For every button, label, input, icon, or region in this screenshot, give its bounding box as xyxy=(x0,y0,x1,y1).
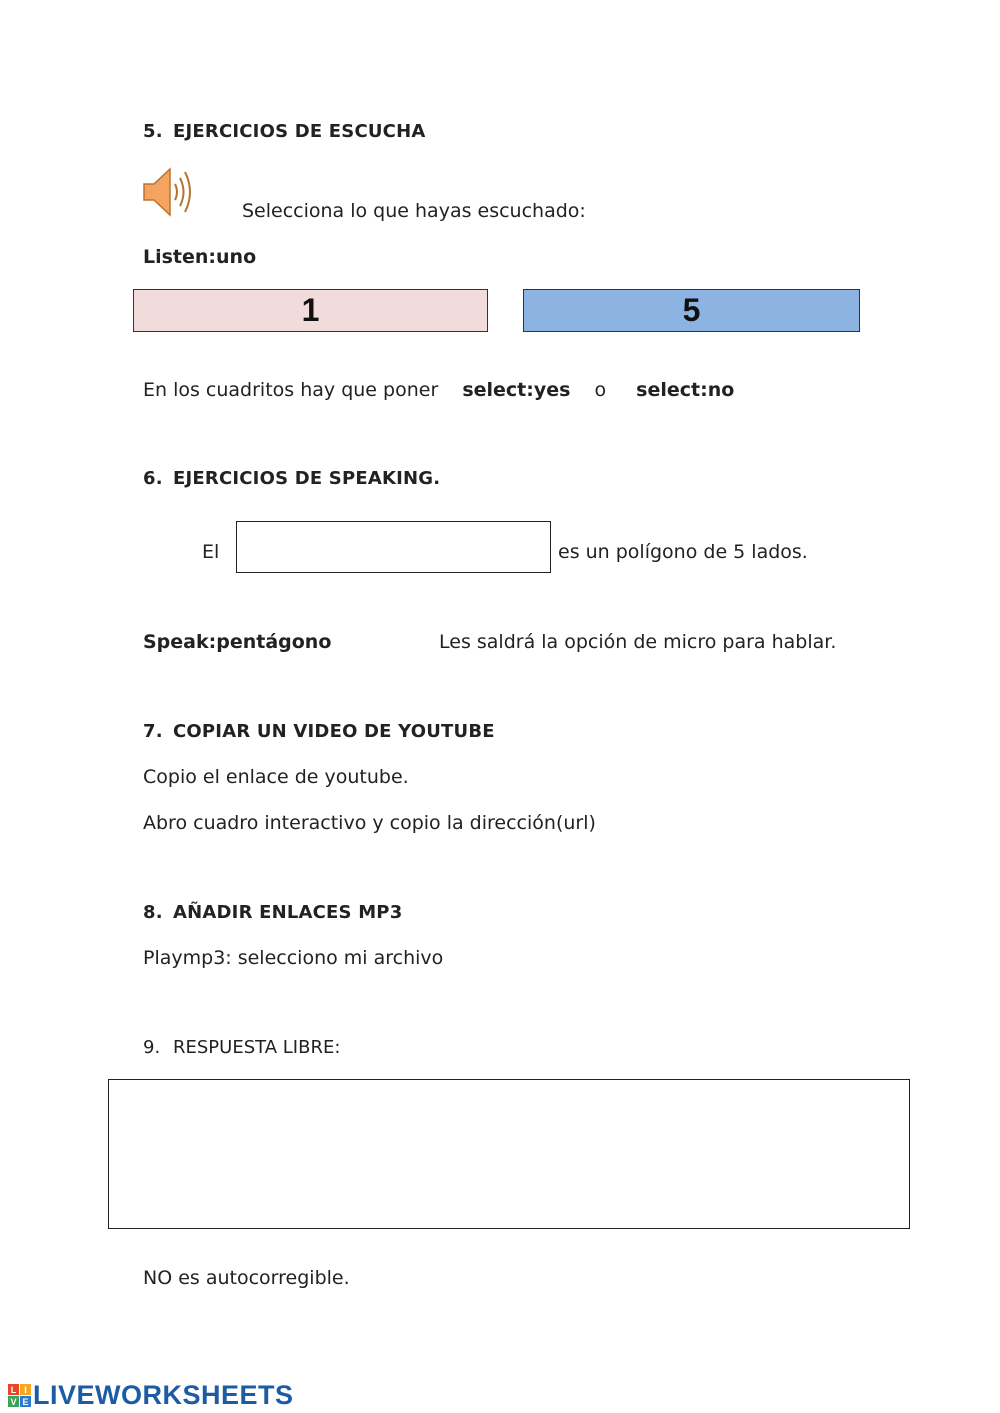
section-9-title: RESPUESTA LIBRE: xyxy=(173,1037,341,1058)
free-response-note: NO es autocorregible. xyxy=(143,1267,350,1289)
listen-code: Listen:uno xyxy=(143,246,257,268)
choice-box-5[interactable] xyxy=(523,289,860,332)
liveworksheets-logo[interactable] xyxy=(8,1380,294,1411)
section-6-heading xyxy=(143,468,440,489)
section-8-heading xyxy=(143,902,402,923)
sentence-end: es un polígono de 5 lados. xyxy=(558,541,808,563)
section-5-heading xyxy=(143,121,426,142)
section-5-title: EJERCICIOS DE ESCUCHA xyxy=(173,121,426,142)
speak-note: Les saldrá la opción de micro para hablar. xyxy=(439,631,837,653)
liveworksheets-logo-text: LIVEWORKSHEETS xyxy=(33,1380,294,1410)
section-8-title: AÑADIR ENLACES MP3 xyxy=(173,902,403,923)
logo-letter-e: E xyxy=(20,1396,31,1407)
speak-code: Speak:pentágono xyxy=(143,631,332,653)
section-7-title: COPIAR UN VIDEO DE YOUTUBE xyxy=(173,721,495,742)
liveworksheets-logo-icon xyxy=(8,1384,31,1407)
speaker-icon[interactable] xyxy=(140,164,200,220)
section-6-number: 6. xyxy=(143,468,163,489)
select-note xyxy=(143,379,734,401)
section-8-number: 8. xyxy=(143,902,163,923)
choice-box-1-label: 1 xyxy=(301,292,320,328)
youtube-line-2: Abro cuadro interactivo y copio la dirección(url) xyxy=(143,812,596,834)
section-7-heading xyxy=(143,721,495,742)
section-7-number: 7. xyxy=(143,721,163,742)
mp3-line-1: Playmp3: selecciono mi archivo xyxy=(143,947,444,969)
section-5-number: 5. xyxy=(143,121,163,142)
listen-instruction: Selecciona lo que hayas escuchado: xyxy=(242,200,586,222)
choice-box-5-label: 5 xyxy=(682,292,701,328)
logo-letter-v: V xyxy=(8,1396,19,1407)
speaking-answer-input[interactable] xyxy=(236,521,551,573)
youtube-line-1: Copio el enlace de youtube. xyxy=(143,766,409,788)
select-yes-code: select:yes xyxy=(462,379,571,401)
sentence-start: El xyxy=(202,541,220,563)
logo-letter-l: L xyxy=(8,1384,19,1395)
section-9-heading xyxy=(143,1037,340,1058)
section-9-number: 9. xyxy=(143,1037,161,1058)
section-6-title: EJERCICIOS DE SPEAKING. xyxy=(173,468,441,489)
select-no-code: select:no xyxy=(636,379,735,401)
select-note-prefix: En los cuadritos hay que poner xyxy=(143,379,439,401)
select-or-word: o xyxy=(594,379,607,401)
free-response-textarea[interactable] xyxy=(108,1079,910,1229)
choice-box-1[interactable] xyxy=(133,289,488,332)
logo-letter-i: I xyxy=(20,1384,31,1395)
